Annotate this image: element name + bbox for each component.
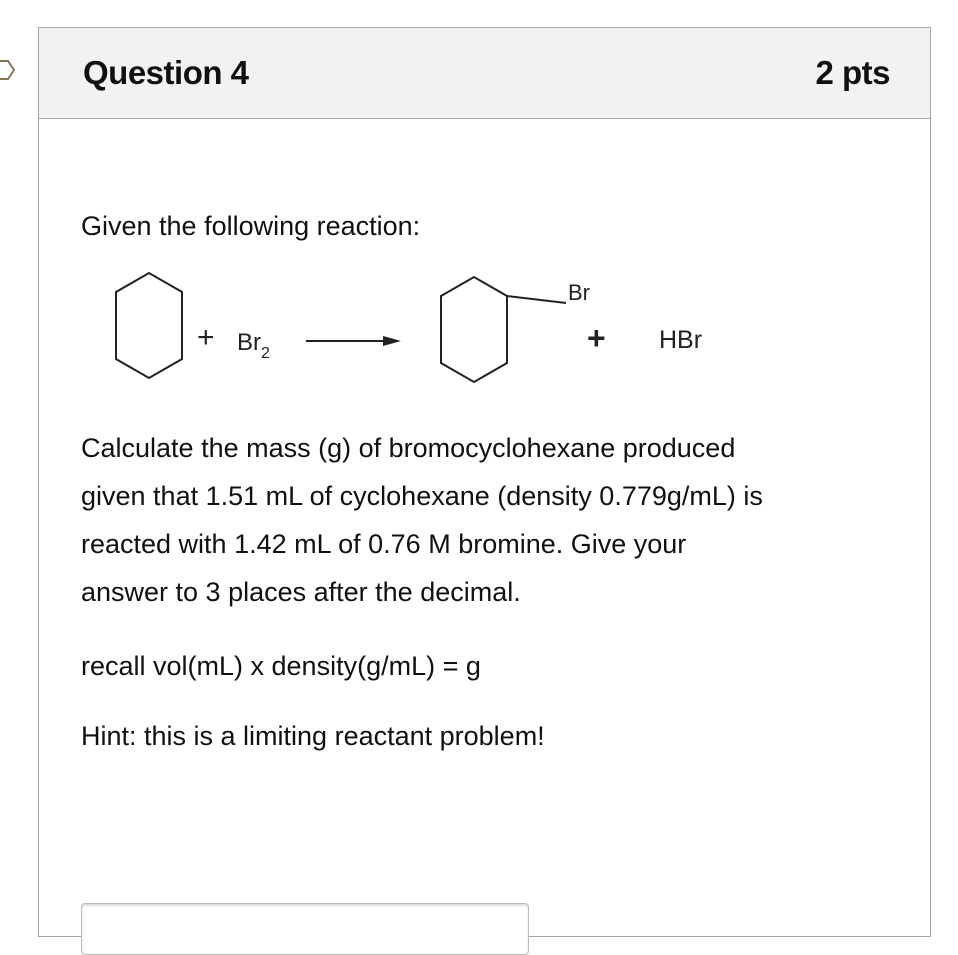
question-body-line: answer to 3 places after the decimal. (81, 577, 521, 607)
question-flag-icon[interactable] (0, 58, 18, 82)
plus-sign: + (587, 320, 606, 356)
question-body-line: reacted with 1.42 mL of 0.76 M bromine. Give your (81, 529, 687, 559)
question-intro: Given the following reaction: (81, 211, 421, 241)
question-header (39, 28, 930, 119)
br-substituent: Br (568, 280, 590, 305)
hbr-label: HBr (659, 326, 703, 354)
plus-sign: + (197, 321, 215, 354)
question-body-line: Calculate the mass (g) of bromocyclohexane produced (81, 433, 736, 463)
hint-text: Hint: this is a limiting reactant problem! (81, 721, 545, 751)
c-br-bond (507, 296, 566, 303)
bromocyclohexane-structure (441, 277, 507, 382)
question-card (38, 27, 931, 937)
answer-input[interactable] (81, 903, 529, 955)
cyclohexane-structure (116, 273, 182, 378)
question-body-line: given that 1.51 mL of cyclohexane (density 0.779g/mL) is (81, 481, 763, 511)
recall-formula: recall vol(mL) x density(g/mL) = g (81, 651, 481, 681)
question-points: 2 pts (815, 54, 890, 91)
question-title: Question 4 (83, 54, 249, 91)
arrowhead (383, 336, 401, 346)
bromine-label: $Br_2$ (237, 329, 270, 362)
